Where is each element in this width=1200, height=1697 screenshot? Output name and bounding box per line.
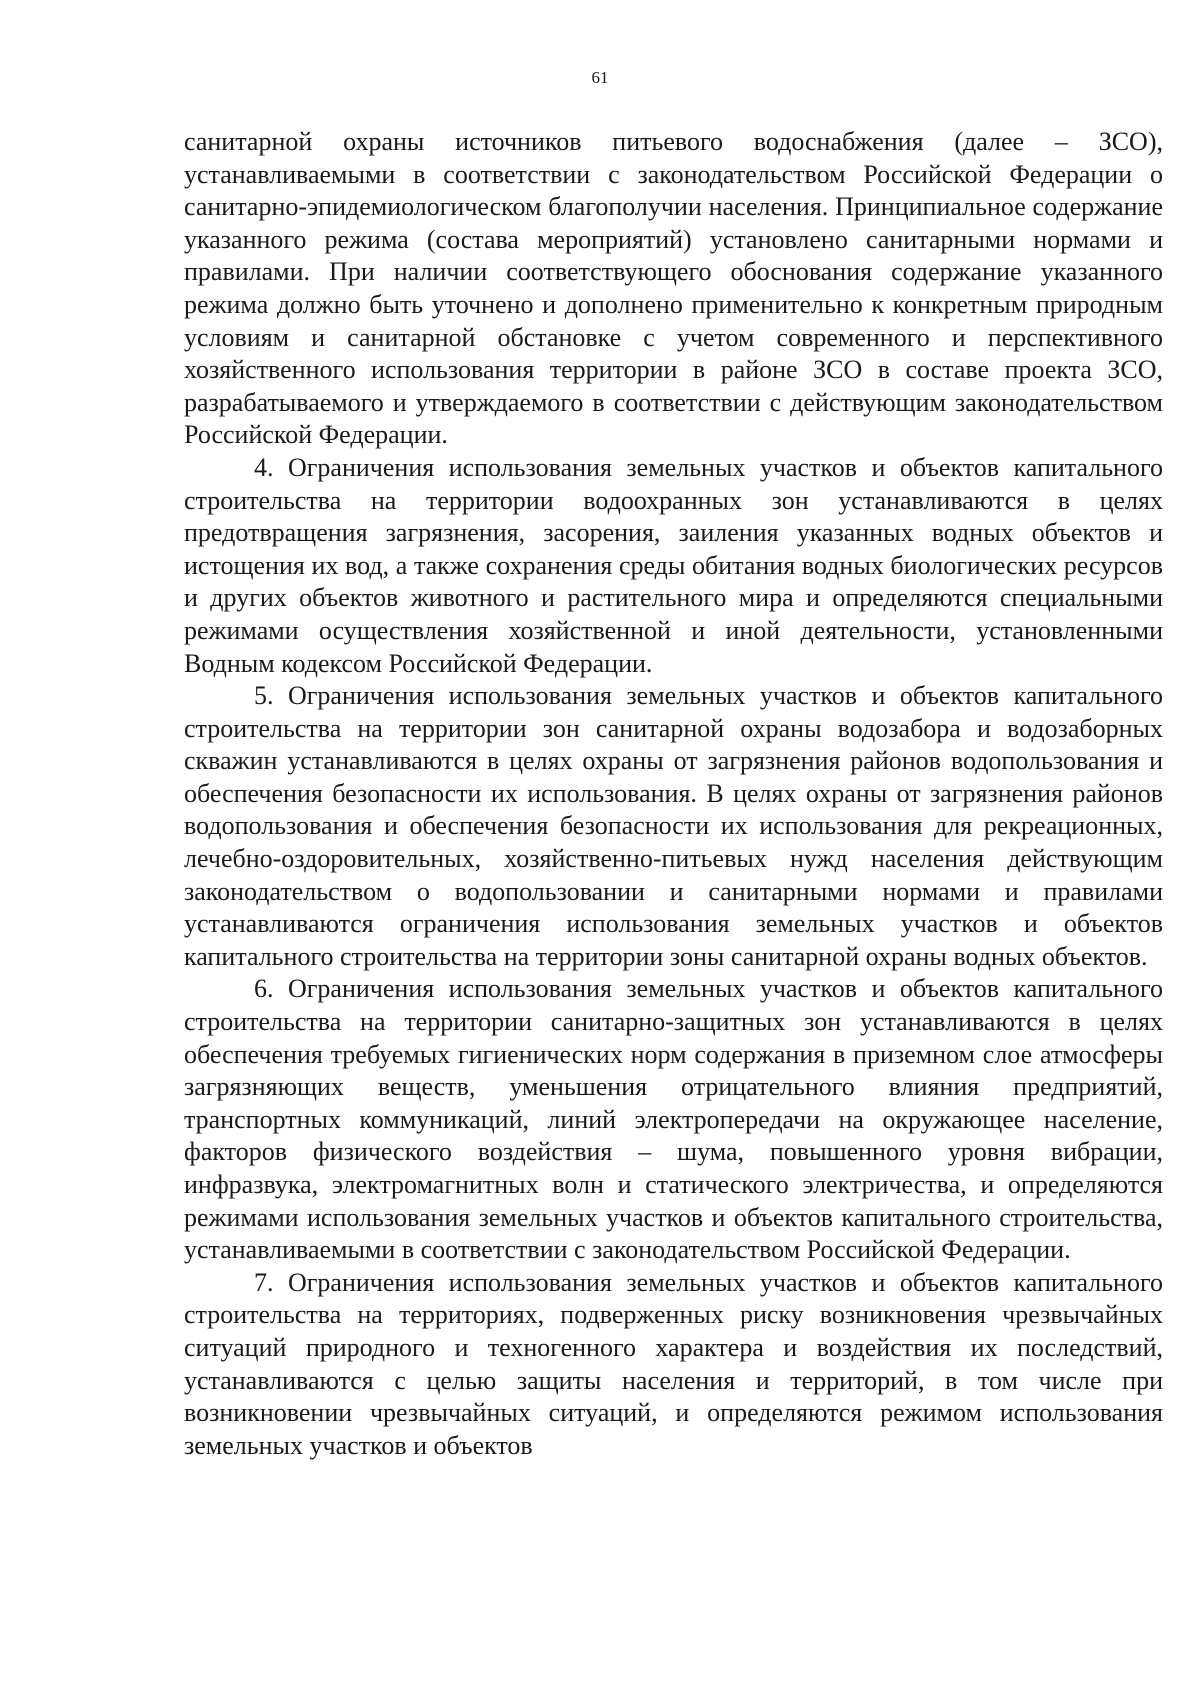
paragraph-item-5: 5. Ограничения использования земельных участков и объектов капитального строительства на территории зон санитарной охраны водозабора и водозаборных скважин устанавливаются в целях охраны от загрязнения районов водопользования и обеспечения безопасности их использования. В целях охраны от загрязнения районов водопользования и обеспечения безопасности их использования для рекреационных, лечебно-оздоровительных, хозяйственно-питьевых нужд населения действующим законодательством о водопользовании и санитарными нормами и правилами устанавливаются ограничения использования земельных участков и объектов капитального строительства на территории зоны санитарной охраны водных объектов. — [184, 681, 1163, 971]
paragraph-item-6: 6. Ограничения использования земельных участков и объектов капитального строительства на территории санитарно-защитных зон устанавливаются в целях обеспечения требуемых гигиенических норм содержания в приземном слое атмосферы загрязняющих веществ, уменьшения отрицательного влияния предприятий, транспортных коммуникаций, линий электропередачи на окружающее население, факторов физического воздействия – шума, повышенного уровня вибрации, инфразвука, электромагнитных волн и статического электричества, и определяются режимами использования земельных участков и объектов капитального строительства, устанавливаемыми в соответствии с законодательством Российской Федерации. — [184, 974, 1163, 1265]
page-number: 61 — [591, 68, 609, 87]
paragraph-item-7: 7. Ограничения использования земельных участков и объектов капитального строительства на территориях, подверженных риску возникновения чрезвычайных ситуаций природного и техногенного характера и воздействия их последствий, устанавливаются с целью защиты населения и территорий, в том числе при возникновении чрезвычайных ситуаций, и определяются режимом использования земельных участков и объектов — [184, 1267, 1163, 1460]
document-body — [184, 126, 1163, 1462]
paragraph-item-4: 4. Ограничения использования земельных участков и объектов капитального строительства на территории водоохранных зон устанавливаются в целях предотвращения загрязнения, засорения, заиления указанных водных объектов и истощения их вод, а также сохранения среды обитания водных биологических ресурсов и других объектов животного и растительного мира и определяются специальными режимами осуществления хозяйственной и иной деятельности, установленными Водным кодексом Российской Федерации. — [184, 452, 1163, 678]
paragraph-continuation: санитарной охраны источников питьевого водоснабжения (далее – ЗСО), устанавливаемыми в соответствии с законодательством Российской Федерации о санитарно-эпидемиологическом благополучии населения. Принципиальное содержание указанного режима (состава мероприятий) установлено санитарными нормами и правилами. При наличии соответствующего обоснования содержание указанного режима должно быть уточнено и дополнено применительно к конкретным природным условиям и санитарной обстановке с учетом современного и перспективного хозяйственного использования территории в районе ЗСО в составе проекта ЗСО, разрабатываемого и утверждаемого в соответствии с действующим законодательством Российской Федерации. — [184, 127, 1163, 450]
